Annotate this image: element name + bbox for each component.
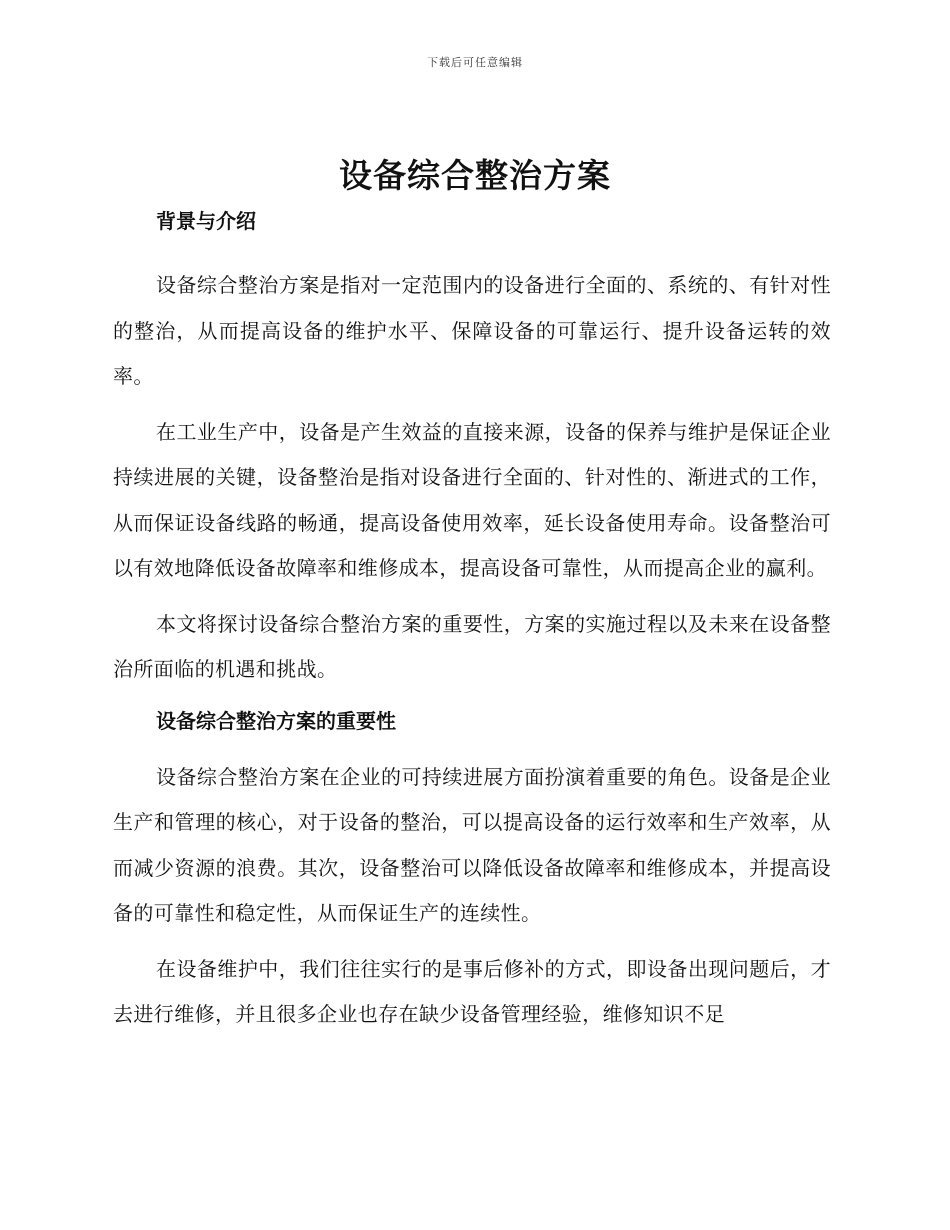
- paragraph: 设备综合整治方案是指对一定范围内的设备进行全面的、系统的、有针对性的整治，从而提高设备的维护水平、保障设备的可靠运行、提升设备运转的效率。: [113, 273, 831, 388]
- section-heading-importance: 设备综合整治方案的重要性: [156, 708, 396, 733]
- document-body: [113, 205, 831, 1038]
- document-title: 设备综合整治方案: [339, 156, 611, 195]
- paragraph: 设备综合整治方案在企业的可持续进展方面扮演着重要的角色。设备是企业生产和管理的核心，对于设备的整治，可以提高设备的运行效率和生产效率，从而减少资源的浪费。其次，设备整治可以降低设备故障率和维修成本，并提高设备的可靠性和稳定性，从而保证生产的连续性。: [113, 764, 831, 925]
- section-heading-background: 背景与介绍: [156, 209, 256, 233]
- paragraph: 本文将探讨设备综合整治方案的重要性，方案的实施过程以及未来在设备整治所面临的机遇和挑战。: [113, 611, 831, 681]
- header-note: 下载后可任意编辑: [427, 56, 523, 69]
- paragraph: 在设备维护中，我们往往实行的是事后修补的方式，即设备出现问题后，才去进行维修，并且很多企业也存在缺少设备管理经验，维修知识不足: [113, 956, 831, 1026]
- paragraph: 在工业生产中，设备是产生效益的直接来源，设备的保养与维护是保证企业持续进展的关键，设备整治是指对设备进行全面的、针对性的、渐进式的工作，从而保证设备线路的畅通，提高设备使用效率，延长设备使用寿命。设备整治可以有效地降低设备故障率和维修成本，提高设备可靠性，从而提高企业的赢利。: [113, 419, 831, 580]
